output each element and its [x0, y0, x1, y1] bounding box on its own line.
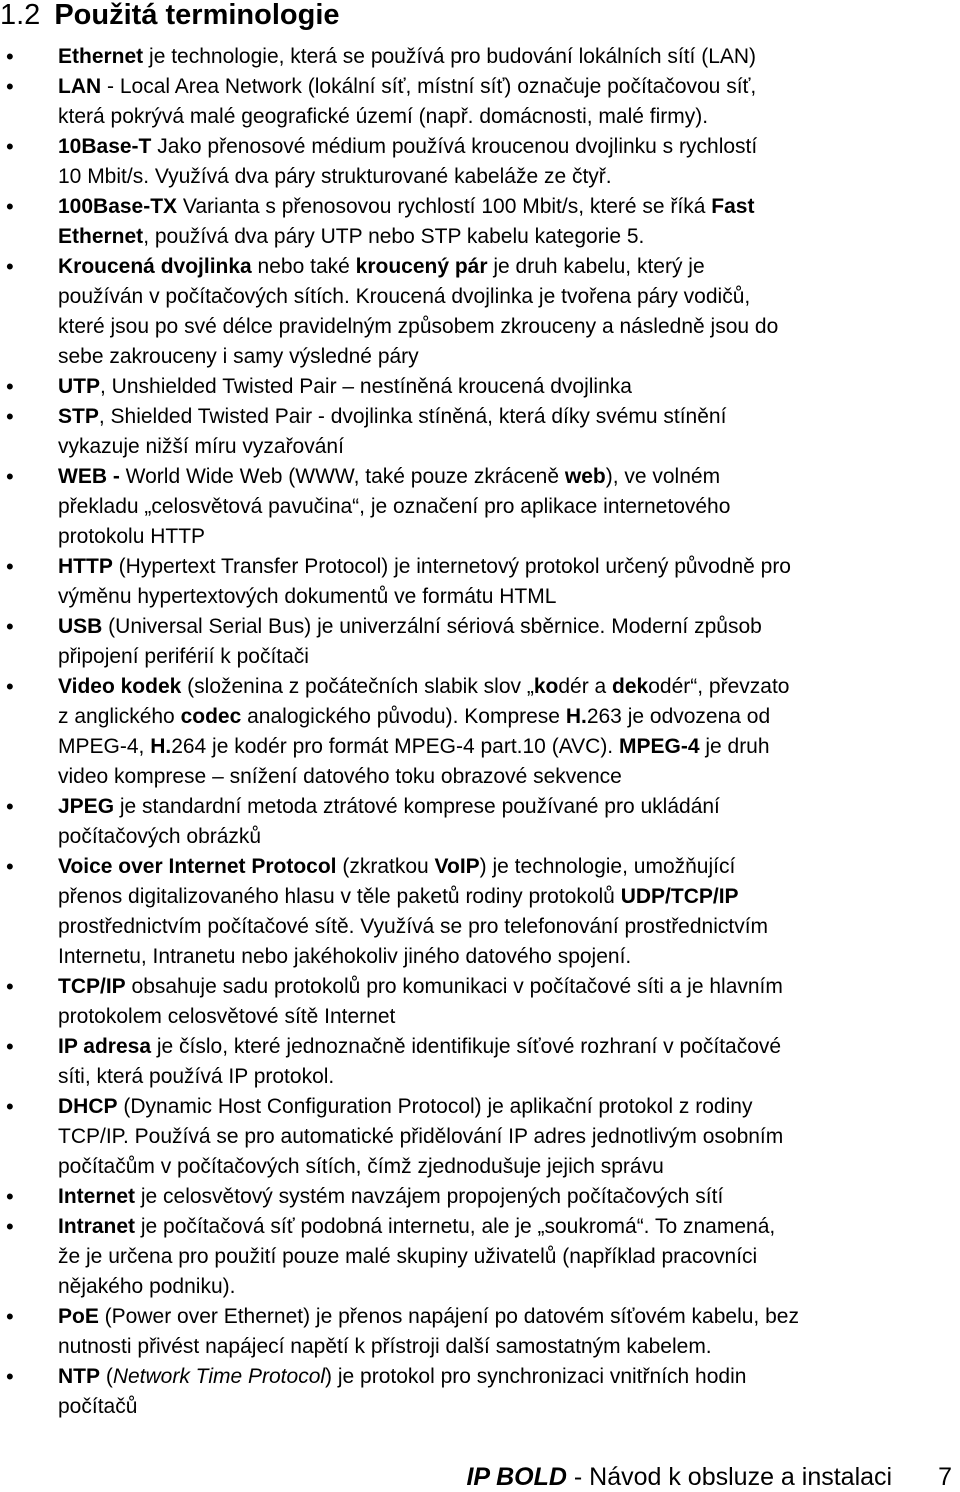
page-footer: [0, 1462, 960, 1492]
term-text: MPEG-4,: [58, 735, 151, 758]
term-bold-text: STP: [58, 405, 99, 428]
term-bold-text: Kroucená dvojlinka: [58, 255, 252, 278]
term-text: je počítačová síť podobná internetu, ale je „soukromá“. To znamená,: [135, 1215, 776, 1238]
term-text: (Universal Serial Bus) je univerzální sériová sběrnice. Moderní způsob: [102, 615, 762, 638]
term-bold-text: DHCP: [58, 1095, 118, 1118]
term-line: [58, 1092, 752, 1122]
term-bold-text: UDP/TCP/IP: [620, 885, 739, 908]
term-item: [0, 372, 960, 402]
term-line: [58, 462, 720, 492]
section-number: 1.2: [0, 0, 41, 31]
term-bold-text: Internet: [58, 1185, 136, 1208]
term-bold-text: Ethernet: [58, 45, 144, 68]
term-text: že je určena pro použití pouze malé skupiny uživatelů (například pracovníci: [58, 1245, 758, 1268]
term-bold-text: Video kodek: [58, 675, 182, 698]
term-text: počítačových obrázků: [58, 825, 262, 848]
term-text: prostřednictvím počítačové sítě. Využívá se pro telefonování prostřednictvím: [58, 915, 769, 938]
term-line: [58, 672, 789, 702]
term-line: [58, 402, 726, 432]
term-text: je technologie, která se používá pro budování lokálních sítí (LAN): [143, 45, 757, 68]
term-text: nutnosti přivést napájecí napětí k přístroji další samostatným kabelem.: [58, 1335, 712, 1358]
term-text: Internetu, Intranetu nebo jakéhokoliv jiného datového spojení.: [58, 945, 632, 968]
term-bold-text: USB: [58, 615, 103, 638]
term-bold-text: Ethernet: [58, 225, 144, 248]
term-line: [58, 72, 756, 102]
term-text: sebe zakrouceny i samy výsledné páry: [58, 345, 419, 368]
term-line: [58, 1062, 334, 1092]
term-text: odér“, převzato: [648, 675, 790, 698]
term-item: [0, 1362, 960, 1422]
term-line: [58, 252, 705, 282]
term-bold-text: Voice over Internet Protocol: [58, 855, 337, 878]
term-line: [58, 1272, 235, 1302]
term-line: [58, 282, 750, 312]
term-item: [0, 852, 960, 972]
term-text: nějakého podniku).: [58, 1275, 236, 1298]
term-text: ) je protokol pro synchronizaci vnitřních hodin: [325, 1365, 747, 1388]
term-text: ) je technologie, umožňující: [479, 855, 736, 878]
term-item: [0, 672, 960, 792]
term-item: [0, 132, 960, 192]
term-text: je číslo, které jednoznačně identifikuje síťové rozhraní v počítačové: [151, 1035, 782, 1058]
term-text: video komprese – snížení datového toku obrazové sekvence: [58, 765, 622, 788]
term-text: protokolem celosvětové sítě Internet: [58, 1005, 396, 1028]
term-bold-text: ko: [533, 675, 559, 698]
term-line: [58, 522, 205, 552]
term-bold-text: PoE: [58, 1305, 99, 1328]
section-heading: [0, 0, 340, 30]
term-item: [0, 462, 960, 552]
term-bold-text: H.: [565, 705, 587, 728]
term-item: [0, 1182, 960, 1212]
term-line: [58, 1032, 781, 1062]
term-text: (Dynamic Host Configuration Protocol) je aplikační protokol z rodiny: [117, 1095, 753, 1118]
term-text: dér a: [558, 675, 613, 698]
term-line: [58, 1332, 712, 1362]
term-text: , používá dva páry UTP nebo STP kabelu kategorie 5.: [143, 225, 645, 248]
term-item: [0, 552, 960, 612]
term-bold-text: 10Base-T: [58, 135, 152, 158]
term-text: je druh: [699, 735, 770, 758]
term-bold-text: Intranet: [58, 1215, 136, 1238]
term-line: [58, 1182, 723, 1212]
term-text: (: [100, 1365, 113, 1388]
term-bold-text: H.: [150, 735, 172, 758]
term-text: síti, která používá IP protokol.: [58, 1065, 335, 1088]
section-title: Použitá terminologie: [54, 0, 340, 31]
term-line: [58, 792, 720, 822]
footer-brand: IP BOLD: [466, 1463, 567, 1491]
term-text: nebo také: [251, 255, 356, 278]
term-text: která pokrývá malé geografické území (např. domácnosti, malé firmy).: [58, 105, 709, 128]
term-text: (Hypertext Transfer Protocol) je internetový protokol určený původně pro: [112, 555, 791, 578]
term-line: [58, 312, 778, 342]
term-text: (zkratkou: [336, 855, 435, 878]
term-line: [58, 342, 419, 372]
term-bold-text: IP adresa: [58, 1035, 152, 1058]
term-bold-text: WEB -: [58, 465, 120, 488]
term-text: připojení periférií k počítači: [58, 645, 309, 668]
term-item: [0, 252, 960, 372]
term-text: Jako přenosové médium používá kroucenou dvojlinku s rychlostí: [151, 135, 758, 158]
term-item: [0, 792, 960, 852]
term-bold-text: NTP: [58, 1365, 100, 1388]
term-text: - Local Area Network (lokální síť, místní síť) označuje počítačovou síť,: [101, 75, 757, 98]
term-bold-text: 100Base-TX: [58, 195, 178, 218]
term-text: z anglického: [58, 705, 181, 728]
term-line: [58, 132, 757, 162]
term-text: , Unshielded Twisted Pair – nestíněná kroucená dvojlinka: [100, 375, 632, 398]
term-text: používán v počítačových sítích. Kroucená dvojlinka je tvořena páry vodičů,: [58, 285, 751, 308]
term-line: [58, 372, 632, 402]
term-bold-text: UTP: [58, 375, 100, 398]
term-bold-text: JPEG: [58, 795, 115, 818]
term-line: [58, 1392, 137, 1422]
term-text: (složenina z počátečních slabik slov „: [181, 675, 534, 698]
term-line: [58, 732, 770, 762]
term-line: [58, 822, 261, 852]
term-line: [58, 582, 556, 612]
term-line: [58, 222, 644, 252]
term-line: [58, 882, 739, 912]
term-text: je celosvětový systém navzájem propojených počítačových sítí: [135, 1185, 724, 1208]
term-bold-text: dek: [612, 675, 649, 698]
term-line: [58, 552, 791, 582]
term-text: 264 je kodér pro formát MPEG-4 part.10 (AVC).: [171, 735, 619, 758]
term-bold-text: TCP/IP: [58, 975, 126, 998]
term-line: [58, 1302, 799, 1332]
term-line: [58, 102, 708, 132]
term-text: je druh kabelu, který je: [487, 255, 705, 278]
term-line: [58, 42, 756, 72]
term-line: [58, 612, 762, 642]
term-line: [58, 1212, 775, 1242]
term-text: TCP/IP. Používá se pro automatické přidělování IP adres jednotlivým osobním: [58, 1125, 784, 1148]
term-bold-text: kroucený pár: [355, 255, 488, 278]
term-line: [58, 1362, 746, 1392]
term-line: [58, 912, 768, 942]
term-line: [58, 702, 770, 732]
term-text: analogického původu). Komprese: [241, 705, 566, 728]
term-line: [58, 762, 622, 792]
term-item: [0, 1212, 960, 1302]
term-text: 10 Mbit/s. Využívá dva páry strukturované kabeláže ze čtyř.: [58, 165, 612, 188]
term-text: překladu „celosvětová pavučina“, je označení pro aplikace internetového: [58, 495, 731, 518]
term-line: [58, 1242, 757, 1272]
term-line: [58, 1002, 395, 1032]
term-line: [58, 1122, 783, 1152]
term-bold-text: web: [564, 465, 606, 488]
term-text: je odvozena od: [621, 705, 771, 728]
term-text: je standardní metoda ztrátové komprese používané pro ukládání: [114, 795, 720, 818]
term-line: [58, 972, 783, 1002]
term-item: [0, 192, 960, 252]
term-text: počítačů: [58, 1395, 138, 1418]
term-bold-text: Fast: [711, 195, 755, 218]
term-bold-text: MPEG-4: [618, 735, 700, 758]
term-text: protokolu HTTP: [58, 525, 206, 548]
term-text: vykazuje nižší míru vyzařování: [58, 435, 344, 458]
term-bold-text: codec: [180, 705, 242, 728]
footer-separator: -: [566, 1463, 590, 1491]
page-number: 7: [938, 1463, 952, 1491]
term-line: [58, 942, 631, 972]
term-item: [0, 612, 960, 672]
term-item: [0, 402, 960, 462]
term-text: (Power over Ethernet) je přenos napájení po datovém síťovém kabelu, bez: [98, 1305, 799, 1328]
term-bold-text: VoIP: [434, 855, 480, 878]
term-text: které jsou po své délce pravidelným způsobem zkrouceny a následně jsou do: [58, 315, 779, 338]
term-item: [0, 72, 960, 132]
term-text: 263: [586, 705, 622, 728]
term-text: obsahuje sadu protokolů pro komunikaci v počítačové síti a je hlavním: [125, 975, 783, 998]
term-bold-text: LAN: [58, 75, 102, 98]
term-item: [0, 1032, 960, 1092]
term-line: [58, 852, 735, 882]
term-bold-text: HTTP: [58, 555, 113, 578]
term-text: počítačům v počítačových sítích, čímž zjednodušuje jejich správu: [58, 1155, 664, 1178]
term-text: World Wide Web (WWW, také pouze zkráceně: [119, 465, 565, 488]
term-text: ), ve volném: [605, 465, 721, 488]
term-item: [0, 972, 960, 1032]
term-text: , Shielded Twisted Pair - dvojlinka stíněná, která díky svému stínění: [98, 405, 727, 428]
term-item: [0, 1092, 960, 1182]
term-line: [58, 432, 344, 462]
footer-title: Návod k obsluze a instalaci: [589, 1463, 893, 1491]
term-item: [0, 42, 960, 72]
term-line: [58, 192, 754, 222]
term-line: [58, 642, 309, 672]
term-text: výměnu hypertextových dokumentů ve formátu HTML: [58, 585, 557, 608]
term-text: Varianta s přenosovou rychlostí 100 Mbit/s, které se říká: [177, 195, 712, 218]
term-line: [58, 1152, 664, 1182]
term-line: [58, 492, 730, 522]
term-item: [0, 1302, 960, 1362]
term-line: [58, 162, 612, 192]
term-text: Network Time Protocol: [112, 1365, 326, 1388]
term-text: přenos digitalizovaného hlasu v těle paketů rodiny protokolů: [58, 885, 621, 908]
